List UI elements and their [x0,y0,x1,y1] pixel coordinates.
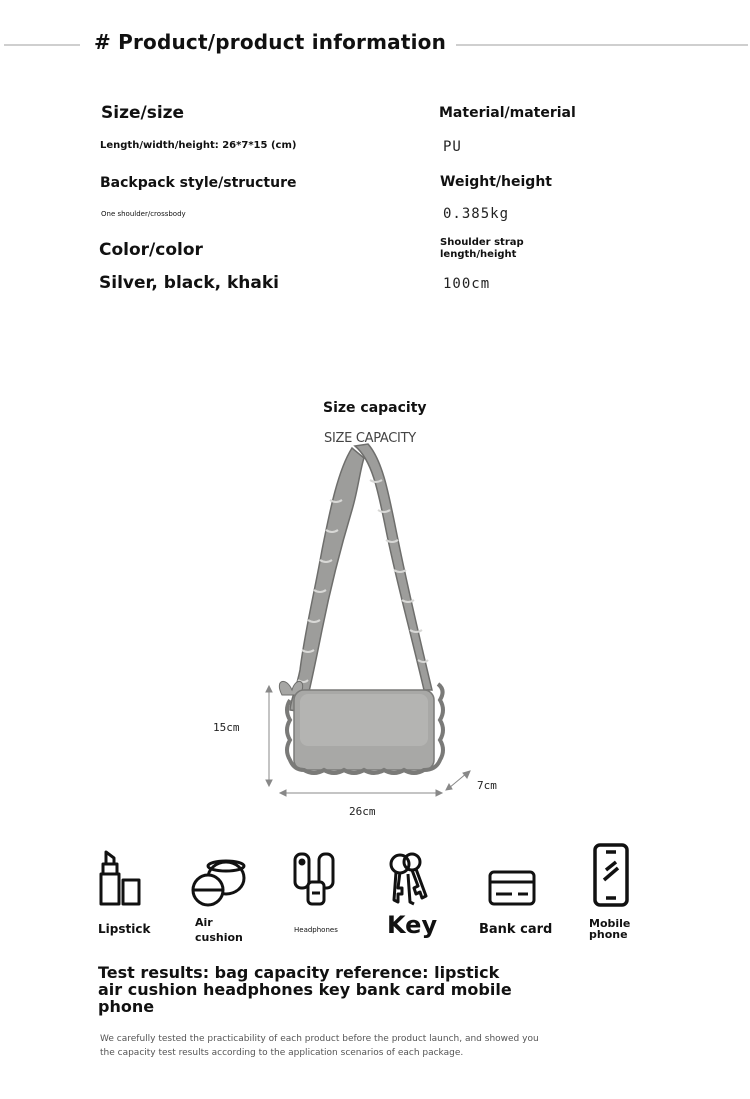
item-label-air-cushion [195,915,243,945]
test-results-note: We carefully tested the practicability of each product before the product launch, and showed you the capacity test results according to the application scenarios of each package. [100,1034,539,1058]
color-value: Silver, black, khaki [99,273,280,293]
air-cushion-icon [190,858,248,908]
headphones-icon [292,852,338,908]
header-rule-right [456,44,748,46]
material-label: Material/material [439,105,576,121]
air-cushion-line2: cushion [195,931,243,944]
color-label: Color/color [99,240,203,260]
strap-label [440,237,524,261]
depth-dimension: 7cm [477,779,497,792]
test-results-title: Test results: bag capacity reference: lipstick air cushion headphones key bank card mobile phone [98,963,512,1016]
capacity-subtitle: SIZE CAPACITY [324,431,416,446]
material-value: PU [443,139,462,155]
header-rule-left [4,44,80,46]
item-label-headphones: Headphones [294,926,338,934]
item-label-bank-card: Bank card [479,922,553,937]
item-label-mobile-phone [589,918,630,940]
structure-label: Backpack style/structure [100,175,297,191]
weight-label: Weight/height [440,174,552,190]
bank-card-icon [488,870,536,906]
structure-value: One shoulder/crossbody [101,210,186,218]
dimension-lines [260,680,480,810]
height-dimension: 15cm [213,721,240,734]
strap-value: 100cm [443,276,491,292]
width-dimension: 26cm [349,805,376,818]
item-label-lipstick: Lipstick [98,922,151,936]
strap-label-line1: Shoulder strap [440,237,524,248]
page-title: # Product/product information [94,30,447,54]
strap-label-line2: length/height [440,249,517,260]
mobile-phone-icon [592,842,630,908]
key-icon [386,852,434,908]
lipstick-icon [98,850,144,908]
item-label-key: Key [387,911,438,939]
size-label: Size/size [101,103,185,123]
capacity-title: Size capacity [323,400,427,416]
air-cushion-line1: Air [195,916,213,929]
size-value: Length/width/height: 26*7*15 (cm) [100,140,297,151]
mobile-phone-line1: Mobile [589,917,631,930]
mobile-phone-line2: phone [589,928,628,941]
weight-value: 0.385kg [443,206,510,222]
